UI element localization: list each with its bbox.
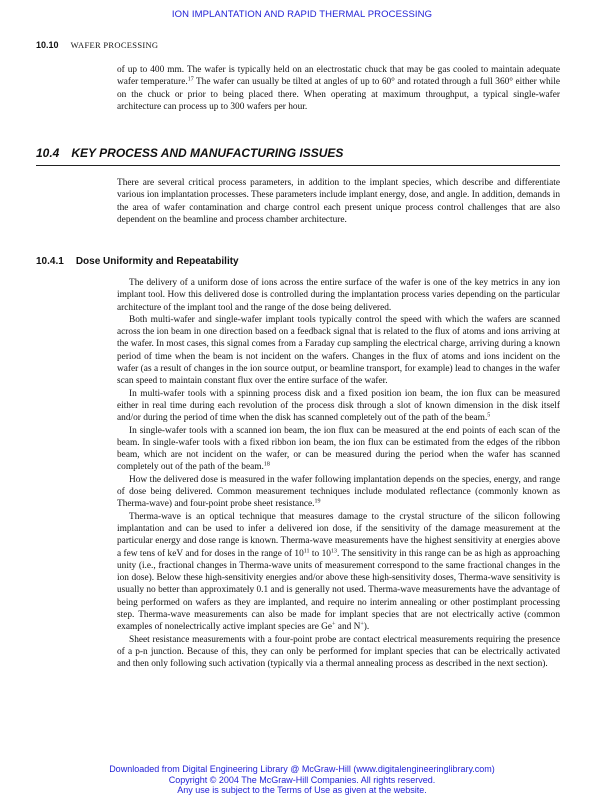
section-heading [36,146,560,166]
body-paragraph-6-text-c: . The sensitivity in this range can be as high as approaching unity (i.e., fractional changes in Therma-wave units of measurement correspond to the same fractional changes in the ion dose). Below these high-sensitivity energies and/or above these high-sensitivity doses, Therma-wave sensitivity is usually no better than approximately 0.1 and is generally not used. Therma-wave measurements have the advantage of being performed on wafers as they are implanted, and require no interim annealing or other postimplant processing step. Therma-wave measurements can also be made for implant species that are not electrically active (common examples of nonelectrically active implant species are Ge [117,548,560,633]
citation-ref: 19 [314,498,321,505]
body-paragraph-6-text-b: to 10 [309,548,331,559]
section-title: KEY PROCESS AND MANUFACTURING ISSUES [71,146,344,160]
subsection-number: 10.4.1 [36,256,64,267]
footer [0,764,604,796]
ion-charge: + [360,621,364,628]
running-title: WAFER PROCESSING [70,40,159,50]
body-paragraph-2: Both multi-wafer and single-wafer implant tools typically control the speed with which the wafers are scanned across the ion beam in one direction based on a feedback signal that is related to the flux of atoms and ions arriving at the wafer. In most cases, this signal comes from a Faraday cup sampling the electrical charge, arriving during a known period of time when the beam is not incident on the wafers. Changes in the flux of atoms and ions incident on the wafer (as a result of changes in the ion source output, or beamline transport, for example) lead to changes in the wafer scan speed to maintain constant flux over the entire surface of the wafer. [117,314,560,387]
citation-ref: 17 [187,76,194,83]
subsection-title: Dose Uniformity and Repeatability [75,256,239,267]
body-paragraph-3-text: In multi-wafer tools with a spinning process disk and a fixed position ion beam, the ion flux can be measured either in real time during each revolution of the process disk through a slot of known dimension in the disk itself and/or during the period of time when the disk has scanned completely out of the path of the beam. [117,388,560,424]
citation-ref: 18 [263,461,270,468]
body-paragraph-4 [117,425,560,474]
exponent: 13 [330,548,337,555]
ion-charge: + [332,621,336,628]
body-paragraph-4-text: In single-wafer tools with a scanned ion beam, the ion flux can be measured at the end points of each scan of the beam. In single-wafer tools with a fixed ribbon ion beam, the ion flux can be estimated from the edges of the ribbon beam, which are not incident on the wafer, or can be measured during the period when the wafer has scanned completely out of the path of the beam. [117,425,560,473]
section-text: There are several critical process parameters, in addition to the implant species, which describe and differentiate various ion implantation processes. These parameters include implant energy, dose, and angle. In addition, demands in the area of wafer contamination and charge control each present unique process control challenges that are also dependent on the beamline and process chamber architecture. [117,178,560,225]
body-paragraph-1: The delivery of a uniform dose of ions across the entire surface of the wafer is one of the key metrics in any ion implant tool. How this delivered dose is controlled during the implantation process varies depending on the particular architecture of the implant tool and the range of the dose being delivered. [117,278,560,313]
body-paragraph-6 [117,511,560,634]
running-head [36,40,158,50]
intro-text-2: The wafer can usually be tilted at angles of up to 60° and rotated through a full 360° either while on the chuck or prior to being placed there. When operating at maximum throughput, a typical single-wafer architecture can process up to 300 wafers per hour. [117,77,560,112]
body-paragraph-7: Sheet resistance measurements with a four-point probe are contact electrical measurements requiring the presence of a p-n junction. Because of this, they can only be performed for implant species that can be electrically activated and then only following such activation (typically via a thermal annealing process as described in the next section). [117,634,560,670]
body-paragraph-5 [117,474,560,511]
intro-text-1: of up to 400 mm. The wafer is typically held on an electrostatic chuck that may be gas cooled to maintain adequate wafer temperature. [117,65,560,88]
page-number: 10.10 [36,40,59,50]
citation-ref: 5 [487,412,491,419]
body-paragraph-6-text-e: ). [363,622,370,633]
footer-copyright: Copyright © 2004 The McGraw-Hill Companies. All rights reserved. [168,774,436,785]
body-paragraph-6-text-d: and N [335,622,361,633]
intro-paragraph [117,64,560,113]
section-paragraph [117,177,560,226]
footer-download-link[interactable]: Downloaded from Digital Engineering Library @ McGraw-Hill (www.digitalengineeringlibrary.com) [109,764,495,774]
subsection-heading [36,256,239,267]
body-paragraph-5-text: How the delivered dose is measured in the wafer following implantation depends on the species, energy, and range of dose being delivered. Common measurement techniques include modulated reflectance (commonly known as Therma-wave) and four-point probe sheet resistance. [117,474,560,510]
exponent: 11 [303,548,310,555]
section-number: 10.4 [36,146,60,160]
footer-terms-link[interactable]: Any use is subject to the Terms of Use as given at the website. [177,785,427,795]
body-paragraph-3 [117,388,560,425]
chapter-header: ION IMPLANTATION AND RAPID THERMAL PROCESSING [171,9,433,20]
body-paragraph-6-text-a: Therma-wave is an optical technique that measures damage to the crystal structure of the silicon following implantation and can be used to infer a delivered ion dose, if the sensitivity of the damage measurement at the particular energy and dose range is known. Therma-wave measurements have the highest sensitivity at energies above a few tens of keV and for doses in the range of 10 [117,511,560,559]
body-text [117,277,560,671]
